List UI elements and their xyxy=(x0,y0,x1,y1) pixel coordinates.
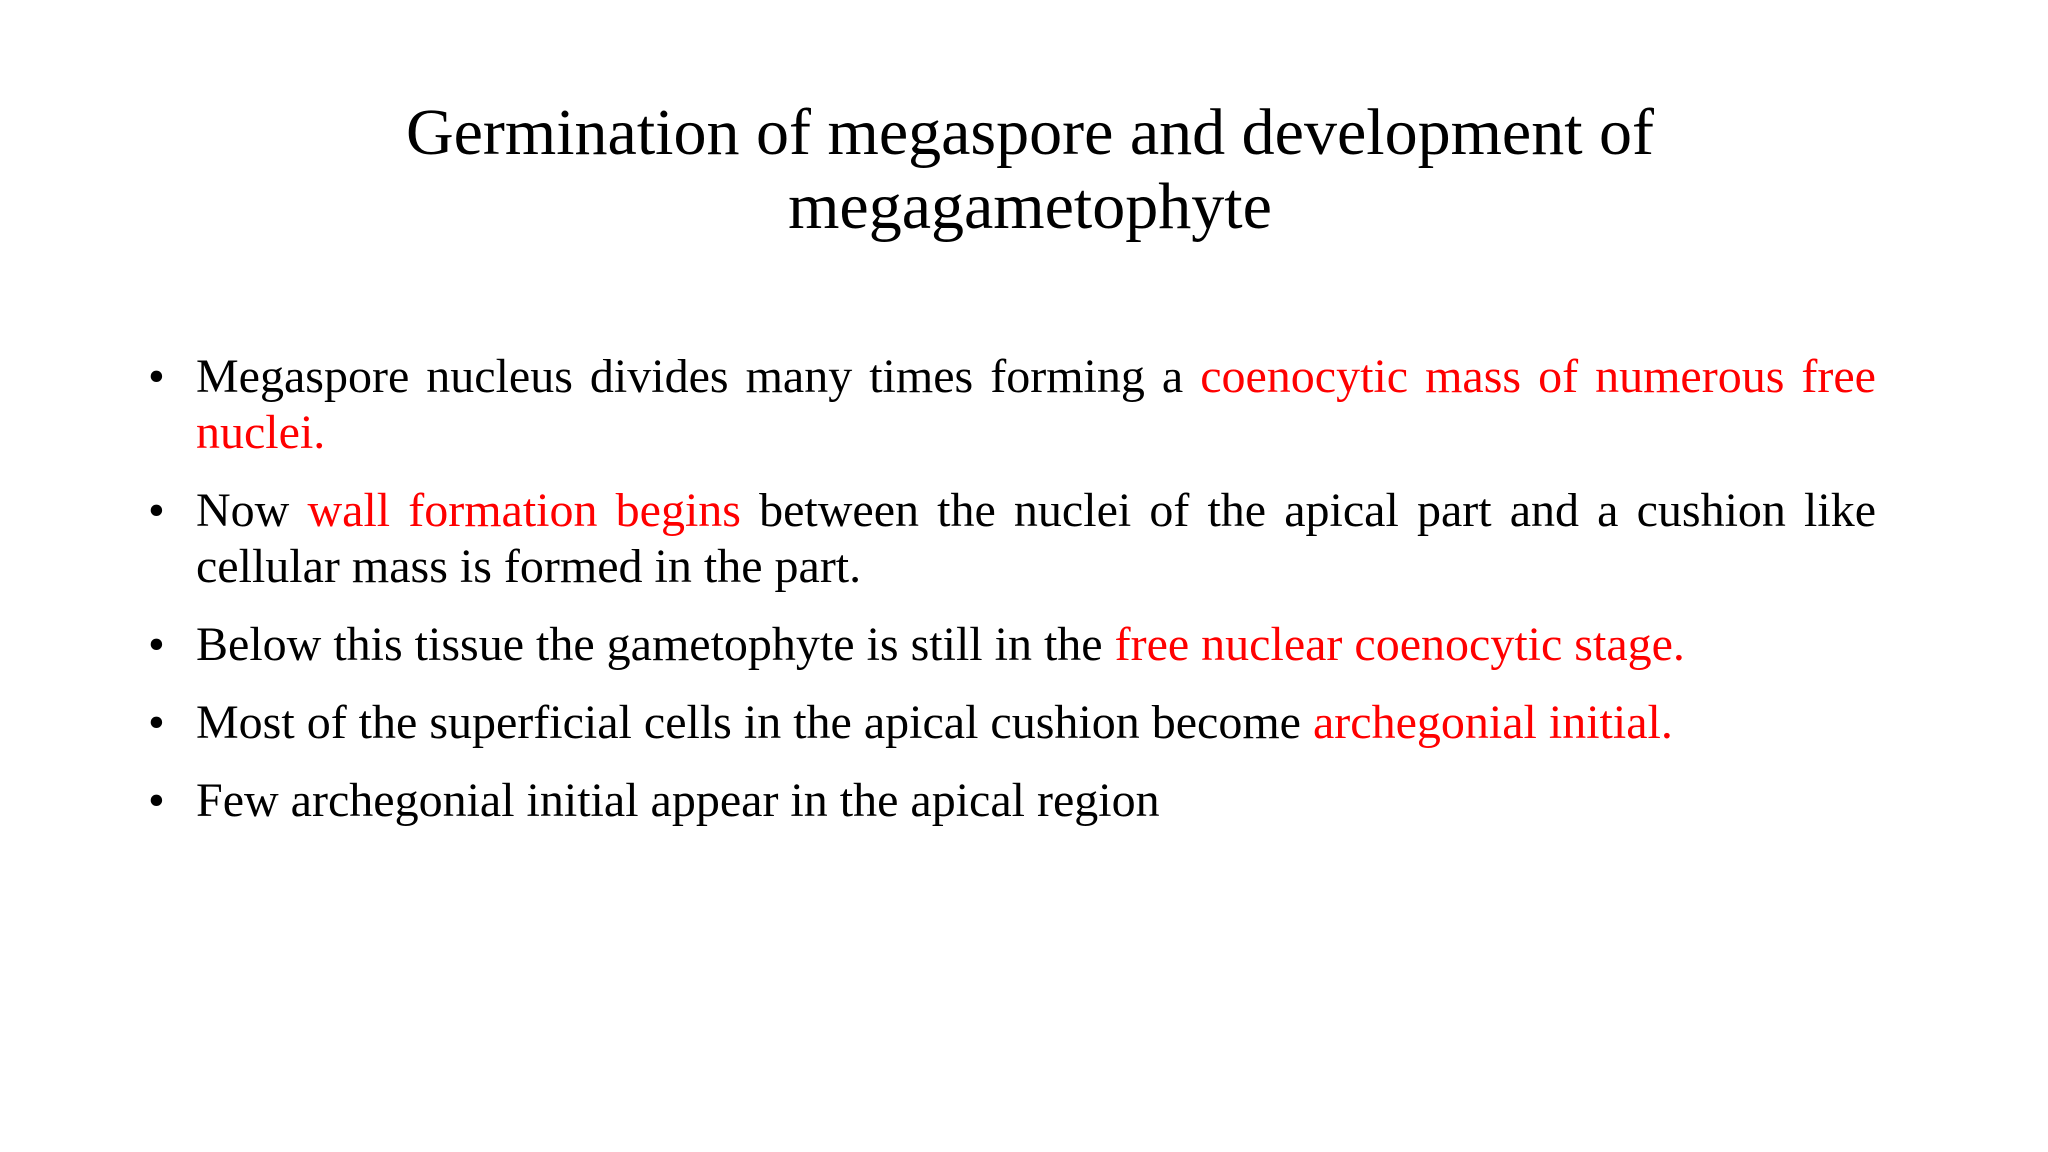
title-line-1: Germination of megaspore and development of xyxy=(405,96,1655,169)
bullet-list xyxy=(148,349,1876,851)
bullet-item-5 xyxy=(148,773,1876,829)
bullet-icon: • xyxy=(148,696,165,749)
bullet-icon: • xyxy=(148,618,165,671)
bullet-highlight: free nuclear coenocytic stage. xyxy=(1114,618,1685,671)
bullet-highlight: coenocytic mass of numerous free nuclei. xyxy=(196,350,1876,459)
bullet-item-1 xyxy=(148,349,1876,461)
bullet-text: Now xyxy=(196,484,308,537)
bullet-icon: • xyxy=(148,484,165,537)
slide-title xyxy=(280,96,1780,244)
bullet-text: Megaspore nucleus divides many times forming a xyxy=(196,350,1201,403)
bullet-text-after: between the nuclei of the apical part and a cushion like cellular mass is formed in the part. xyxy=(196,484,1877,593)
bullet-item-2 xyxy=(148,483,1876,595)
bullet-text: Below this tissue the gametophyte is still in the xyxy=(196,618,1115,671)
bullet-icon: • xyxy=(148,774,165,827)
title-line-2: megagametophyte xyxy=(788,170,1272,243)
bullet-text: Most of the superficial cells in the apical cushion become xyxy=(196,696,1313,749)
bullet-text: Few archegonial initial appear in the apical region xyxy=(196,774,1160,827)
bullet-item-4 xyxy=(148,695,1876,751)
bullet-highlight: archegonial initial. xyxy=(1312,696,1673,749)
bullet-icon: • xyxy=(148,350,165,403)
bullet-highlight: wall formation begins xyxy=(307,484,741,537)
bullet-item-3 xyxy=(148,617,1876,673)
